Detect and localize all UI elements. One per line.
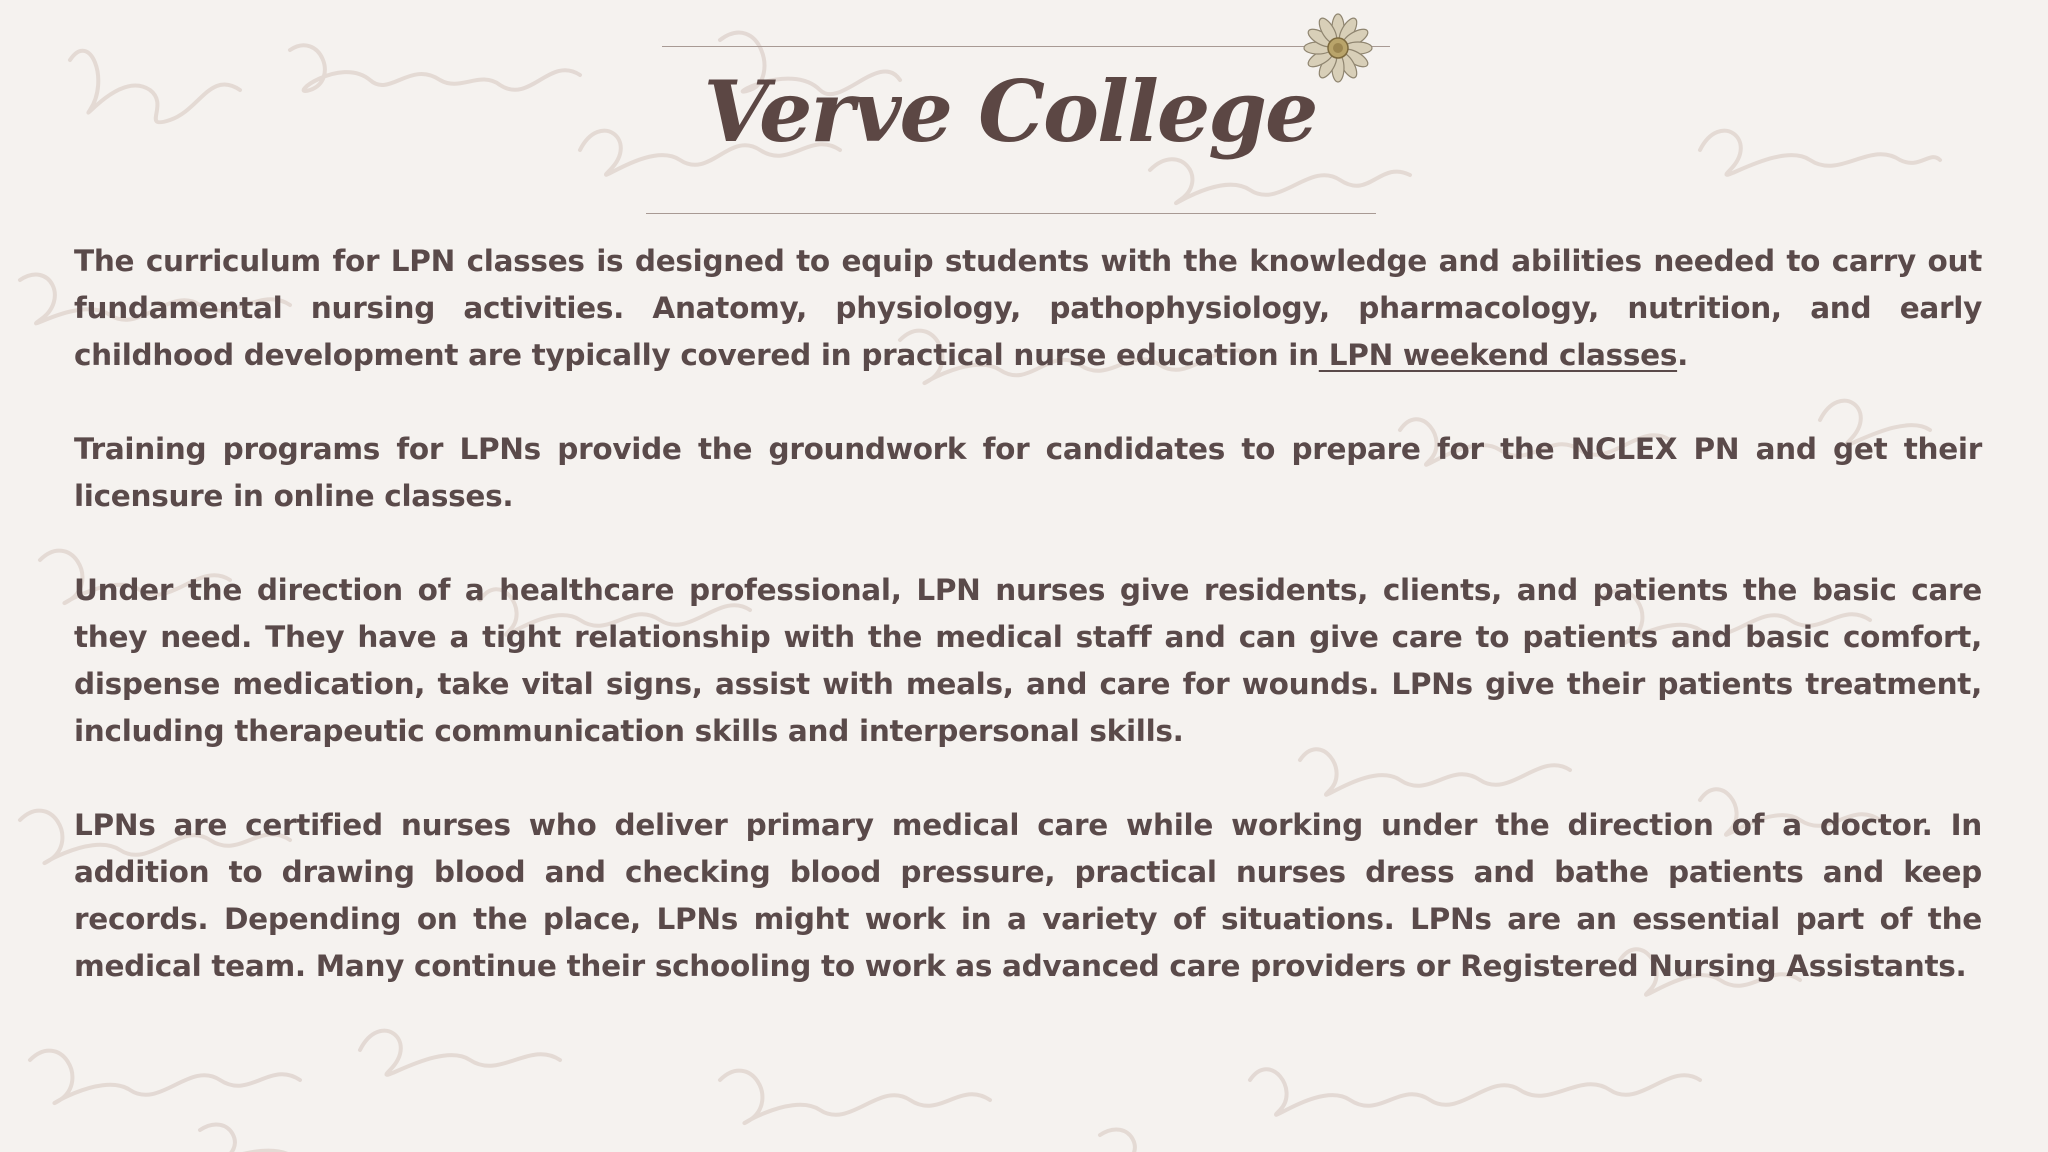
title-bottom-rule	[646, 213, 1376, 214]
paragraph-training-programs: Training programs for LPNs provide the groundwork for candidates to prepare for the NCLEX PN and get their licensure in online classes.	[74, 432, 1982, 513]
paragraph-lpn-duties: Under the direction of a healthcare professional, LPN nurses give residents, clients, and patients the basic care they need. They have a tight relationship with the medical staff and can give care to patients and basic comfort, dispense medication, take vital signs, assist with meals, and care for wounds. LPNs give their patients treatment, including therapeutic communication skills and interpersonal skills.	[74, 573, 1982, 748]
paragraph-curriculum	[74, 238, 1982, 379]
paragraph-curriculum-text: The curriculum for LPN classes is designed to equip students with the knowledge and abilities needed to carry out fundamental nursing activities. Anatomy, physiology, pathophysiology, pharmacology, nutrition, and early childhood development are typically covered in practical nurse education in	[74, 244, 1982, 372]
paragraph-lpn-role: LPNs are certified nurses who deliver primary medical care while working under the direction of a doctor. In addition to drawing blood and checking blood pressure, practical nurses dress and bathe patients and keep records. Depending on the place, LPNs might work in a variety of situations. LPNs are an essential part of the medical team. Many continue their schooling to work as advanced care providers or Registered Nursing Assistants.	[74, 808, 1982, 983]
title-top-rule	[662, 46, 1390, 47]
body-content	[74, 238, 1982, 1037]
lpn-weekend-classes-link[interactable]: LPN weekend classes	[1318, 338, 1678, 372]
paragraph-curriculum-end: .	[1677, 338, 1689, 372]
page-title: Verve College	[703, 62, 1317, 161]
